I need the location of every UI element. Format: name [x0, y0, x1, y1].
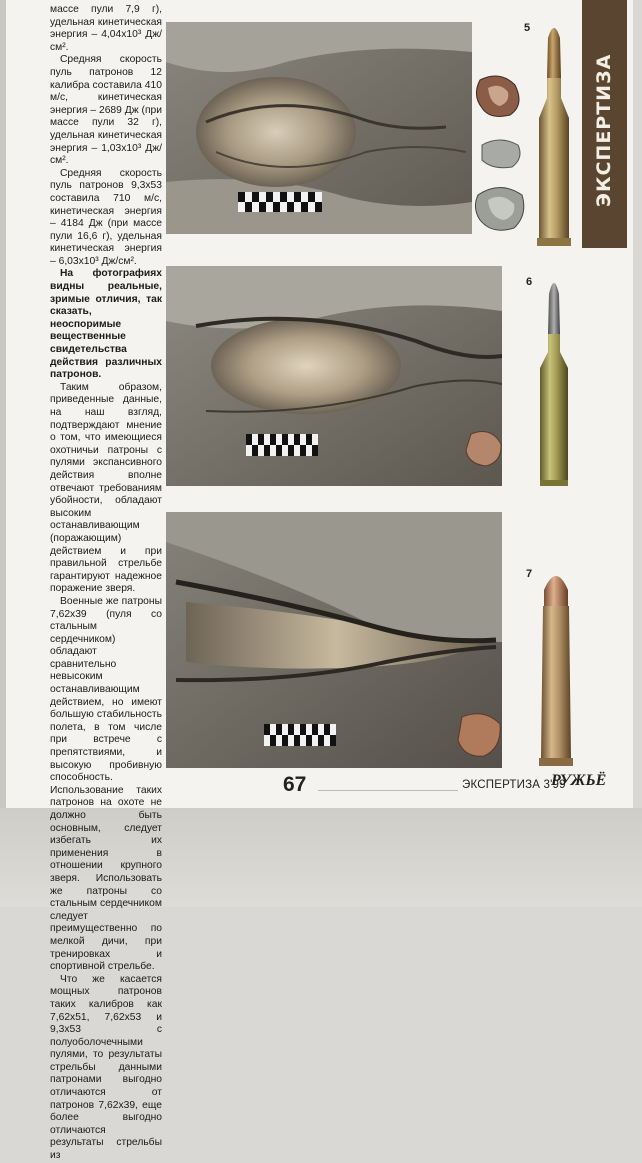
cartridge-6 — [532, 272, 576, 492]
scan-edge — [0, 0, 6, 808]
scale-bar-3 — [264, 724, 336, 746]
tissue-photo-1-image — [166, 22, 472, 234]
magazine-issue: ЭКСПЕРТИЗА 3'99 — [462, 779, 566, 791]
wound-photo-1 — [166, 22, 472, 234]
scale-bar-1 — [238, 192, 322, 212]
article-paragraph: Таким образом, приведенные данные, на наш взгляд, подтверждают мнение о том, что имеющиеся охотничьи патроны с пулями экспансивного действия вполне отвечают требованиям убойности, обладают высоким останавливающим (поражающим) действием и при правильной стрельбе гарантируют надежное поражение зверя. — [50, 381, 162, 595]
figure-number-5: 5 — [524, 22, 531, 34]
wound-photo-3 — [166, 512, 502, 768]
scale-bar-2 — [246, 434, 318, 456]
article-paragraph: Средняя скорость пуль патронов 9,3х53 составила 710 м/с, кинетическая энергия – 4184 Дж (при массе пули 16,6 г), удельная кинетическая энергия – 6,03х10³ Дж/см². — [50, 167, 162, 267]
cartridge-5 — [530, 18, 578, 250]
cartridge-7 — [532, 560, 580, 772]
article-text-column — [50, 4, 162, 1163]
article-paragraph: Военные же патроны 7,62х39 (пуля со стальным сердечником) обладают сравнительно невысоким останавливающим действием, но имеют большую стабильность полета, в том числе при встрече с препятствиями, и высокую пробивную способность. Использование таких патронов на охоте не должно быть основным, следует избегать их применения в отношении крупного зверя. Использовать же патроны со стальным сердечником следует преимущественно по мелкой дичи, при тренировках и спортивной стрельбе. — [50, 595, 162, 973]
article-paragraph: Что же касается мощных патронов таких калибров как 7,62х51, 7,62х53 и 9,3х53 с полуоболочечными пулями, то результаты стрельбы данными патронами выгодно отличаются от патронов 7,62х39, еще более выгодно отличаются результаты стрельбы из — [50, 973, 162, 1162]
article-paragraph: массе пули 7,9 г), удельная кинетическая энергия – 4,04х10³ Дж/см². — [50, 4, 162, 53]
page-number: 67 — [283, 773, 307, 796]
tissue-photo-3-image — [166, 512, 502, 768]
figure-number-6: 6 — [526, 276, 533, 288]
magazine-brand: РУЖЬЁ — [551, 772, 607, 789]
figure-number-7: 7 — [526, 568, 533, 580]
article-paragraph: Средняя скорость пуль патронов 12 калибра составила 410 м/с, кинетическая энергия – 2689 Дж (при массе пули 32 г), удельная кинетическая энергия – 1,03х10³ Дж/см². — [50, 54, 162, 167]
wound-photo-2 — [166, 266, 502, 486]
bullet-fragments-5 — [470, 70, 530, 245]
tissue-photo-2-image — [166, 266, 502, 486]
section-label: ЭКСПЕРТИЗА — [593, 53, 615, 207]
footer-rule — [318, 790, 458, 791]
article-paragraph: На фотографиях видны реальные, зримые отличия, так сказать, неоспоримые вещественные свидетельства действия различных патронов. — [50, 268, 162, 381]
